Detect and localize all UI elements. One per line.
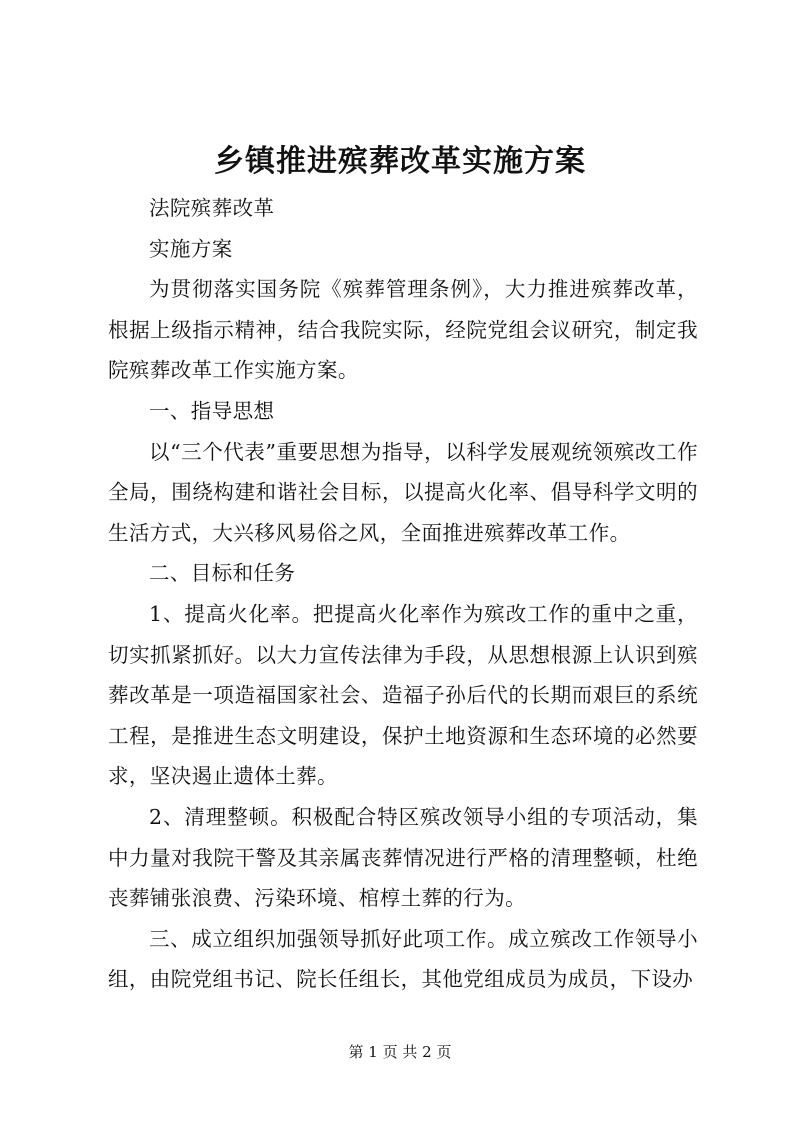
paragraph-guiding-thought: 以“三个代表”重要思想为指导，以科学发展观统领殡改工作全局，围绕构建和谐社会目标，以提高火化率、倡导科学文明的生活方式，大兴移风易俗之风，全面推进殡葬改革工作。: [108, 439, 698, 545]
paragraph-task-1: 1、提高火化率。把提高火化率作为殡改工作的重中之重，切实抓紧抓好。以大力宣传法律为手段，从思想根源上认识到殡葬改革是一项造福国家社会、造福子孙后代的长期而艰巨的系统工程，是推进生态文明建设，保护土地资源和生态环境的必然要求，坚决遏止遗体土葬。: [108, 601, 698, 789]
paragraph-subtitle-1: 法院殡葬改革: [149, 196, 275, 220]
page-footer: 第 1 页 共 2 页: [348, 1043, 452, 1061]
paragraph-intro: 为贯彻落实国务院《殡葬管理条例》，大力推进殡葬改革，根据上级指示精神，结合我院实际，经院党组会议研究，制定我院殡葬改革工作实施方案。: [108, 277, 698, 383]
document-body: [108, 188, 698, 1000]
paragraph-task-2: 2、清理整顿。积极配合特区殡改领导小组的专项活动，集中力量对我院干警及其亲属丧葬情况进行严格的清理整顿，杜绝丧葬铺张浪费、污染环境、棺椁土葬的行为。: [108, 804, 698, 911]
paragraph-section-3: 三、成立组织加强领导抓好此项工作。成立殡改工作领导小组，由院党组书记、院长任组长，其他党组成员为成员，下设办: [108, 926, 698, 992]
page-title: 乡镇推进殡葬改革实施方案: [214, 144, 586, 179]
section-heading-1: 一、指导思想: [149, 398, 275, 423]
paragraph-subtitle-2: 实施方案: [149, 236, 233, 261]
section-heading-2: 二、目标和任务: [149, 561, 296, 586]
